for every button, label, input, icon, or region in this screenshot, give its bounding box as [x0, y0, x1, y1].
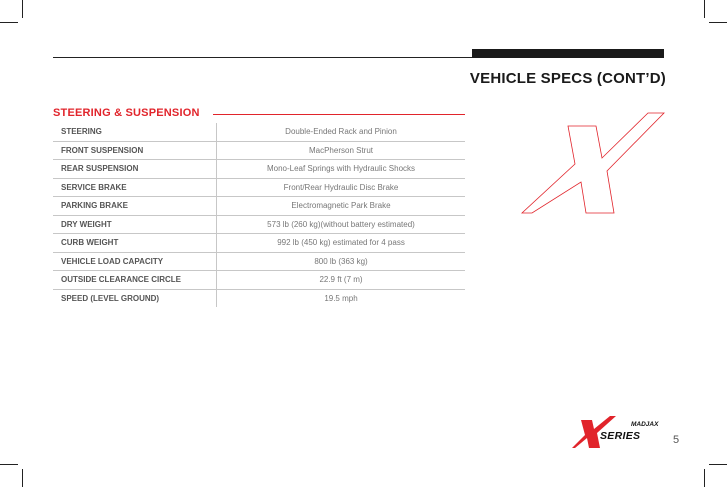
- crop-mark: [22, 469, 23, 487]
- header-bar: [472, 49, 664, 58]
- spec-value: MacPherson Strut: [217, 141, 466, 160]
- logo-series: SERIES: [600, 430, 641, 442]
- spec-value: Double-Ended Rack and Pinion: [217, 123, 466, 141]
- table-row: [53, 160, 465, 179]
- spec-label: FRONT SUSPENSION: [53, 141, 217, 160]
- spec-value: 992 lb (450 kg) estimated for 4 pass: [217, 234, 466, 253]
- spec-label: SPEED (LEVEL GROUND): [53, 289, 217, 307]
- spec-value: 19.5 mph: [324, 293, 358, 303]
- spec-label: VEHICLE LOAD CAPACITY: [53, 252, 217, 271]
- table-row: [53, 252, 465, 271]
- x-watermark-icon: [518, 110, 668, 216]
- spec-value: 573 lb (260 kg)(without battery estimated): [217, 215, 466, 234]
- table-row: [53, 271, 465, 290]
- spec-value: 800 lb (363 kg): [217, 252, 466, 271]
- spec-value: Front/Rear Hydraulic Disc Brake: [217, 178, 466, 197]
- crop-mark: [709, 464, 727, 465]
- crop-mark: [704, 0, 705, 18]
- spec-label: REAR SUSPENSION: [53, 160, 217, 179]
- spec-value: Mono-Leaf Springs with Hydraulic Shocks: [217, 160, 466, 179]
- crop-mark: [709, 22, 727, 23]
- section-rule: [213, 114, 465, 115]
- section-header: [53, 107, 465, 121]
- spec-label: DRY WEIGHT: [53, 215, 217, 234]
- table-row: [53, 178, 465, 197]
- table-row: [53, 123, 465, 141]
- spec-label: STEERING: [53, 123, 217, 141]
- table-row: [53, 289, 465, 307]
- spec-label: CURB WEIGHT: [53, 234, 217, 253]
- page-number: 5: [673, 434, 680, 446]
- crop-mark: [0, 22, 18, 23]
- spec-label: SERVICE BRAKE: [53, 178, 217, 197]
- crop-mark: [0, 464, 18, 465]
- spec-label: PARKING BRAKE: [53, 197, 217, 216]
- spec-value: Electromagnetic Park Brake: [217, 197, 466, 216]
- crop-mark: [22, 0, 23, 18]
- crop-mark: [704, 469, 705, 487]
- section-title: STEERING & SUSPENSION: [53, 107, 200, 119]
- spec-label: OUTSIDE CLEARANCE CIRCLE: [53, 271, 217, 290]
- table-row: [53, 197, 465, 216]
- spec-table: [53, 123, 465, 307]
- table-row: [53, 215, 465, 234]
- table-row: [53, 141, 465, 160]
- x-series-logo: [572, 414, 662, 450]
- logo-brand: MADJAX: [631, 421, 659, 428]
- table-row: [53, 234, 465, 253]
- page-title: VEHICLE SPECS (CONT’D): [469, 70, 666, 87]
- spec-value: 22.9 ft (7 m): [217, 271, 466, 290]
